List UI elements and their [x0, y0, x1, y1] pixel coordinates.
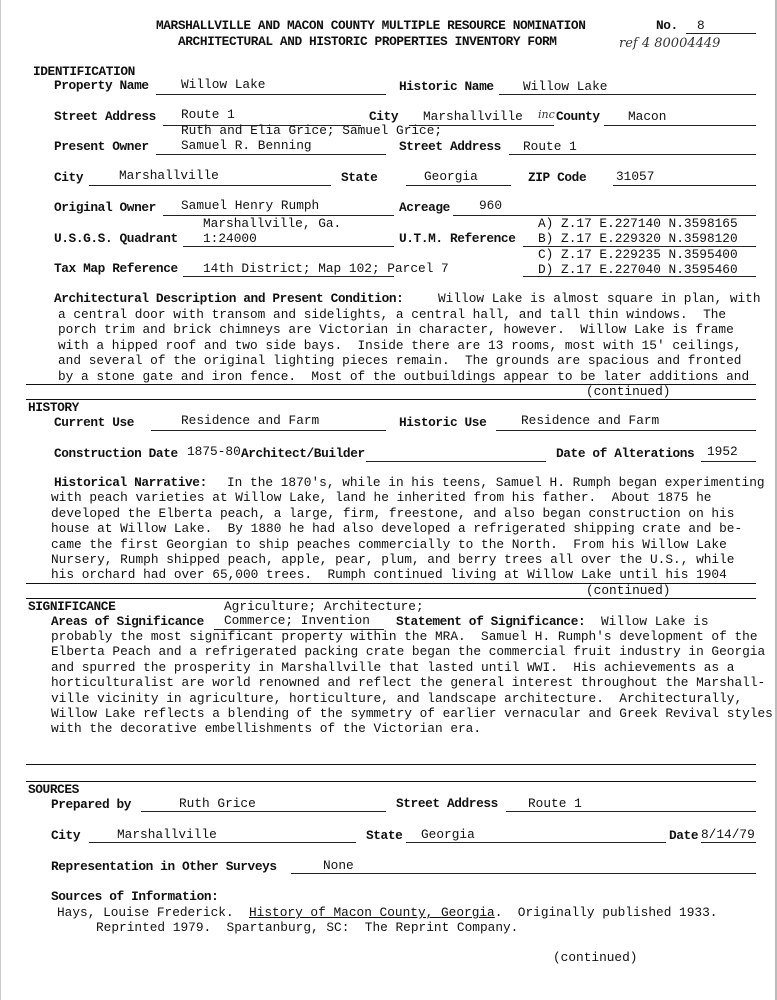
statement-line: and spurred the prosperity in Marshallville that lasted until WWI. His achievements as a [51, 660, 735, 675]
owner-city-value: Marshallville [119, 168, 219, 183]
underline [496, 430, 756, 431]
usgs-value-line2: 1:24000 [203, 231, 257, 246]
zip-value: 31057 [616, 169, 655, 184]
statement-of-significance-label: Statement of Significance: [396, 614, 586, 629]
form-number-value: 8 [697, 18, 705, 33]
divider [26, 399, 756, 400]
owner-street-label: Street Address [399, 139, 501, 154]
county-label: County [556, 109, 600, 124]
original-owner-value: Samuel Henry Rumph [181, 198, 320, 213]
underline [291, 873, 756, 874]
historic-use-value: Residence and Farm [521, 413, 660, 428]
underline [523, 276, 756, 277]
usgs-value-line1: Marshallville, Ga. [203, 216, 342, 231]
architectural-description-line: and several of the original lighting pieces remain. The grounds are spacious and fronted [58, 353, 742, 368]
architectural-description-line: a central door with transom and sidelights, a central hall, and tall thin windows. The [58, 307, 727, 322]
present-owner-value-line2: Samuel R. Benning [181, 138, 312, 153]
sources-of-information-label: Sources of Information: [51, 889, 219, 904]
underline [506, 811, 756, 812]
underline [366, 461, 546, 462]
zip-label: ZIP Code [528, 170, 587, 185]
construction-date-label: Construction Date [54, 446, 178, 461]
property-name-value: Willow Lake [181, 77, 266, 92]
prepared-by-value: Ruth Grice [179, 796, 256, 811]
citation-author: Hays, Louise Frederick. [57, 905, 249, 920]
narrative-line: developed the Elberta peach, a large, firm, freestone, and also began construction on his [51, 506, 735, 521]
narrative-line: his orchard had over 65,000 trees. Rumph continued living at Willow Lake until his 1904 [51, 567, 727, 582]
underline [89, 185, 331, 186]
underline [701, 842, 756, 843]
utm-label: U.T.M. Reference [399, 231, 516, 246]
underline [156, 154, 386, 155]
areas-of-significance-line2: Commerce; Invention [224, 613, 370, 628]
statement-line: horticulturalist are world renowned and reflect the general interest throughout the Marshall- [51, 675, 766, 690]
citation-title: History of Macon County, Georgia [249, 905, 495, 920]
sources-city-label: City [51, 828, 81, 843]
continued-note: (continued) [553, 950, 638, 965]
underline [604, 125, 756, 126]
street-address-label: Street Address [54, 109, 156, 124]
statement-line: Willow Lake is [601, 614, 709, 629]
form-number-label: No. [656, 18, 678, 33]
county-value: Macon [628, 109, 667, 124]
acreage-label: Acreage [399, 200, 450, 215]
historic-use-label: Historic Use [399, 415, 487, 430]
source-citation-line1 [57, 906, 717, 920]
architectural-description-line: with a hipped roof and two side bays. Inside there are 13 rooms, most with 15' ceilings, [58, 338, 742, 353]
utm-reference-b: B) Z.17 E.229320 N.3598120 [538, 231, 738, 246]
present-owner-value-line1: Ruth and Elia Grice; Samuel Grice; [181, 123, 443, 138]
historical-narrative-label: Historical Narrative: [54, 475, 207, 490]
sources-street-value: Route 1 [528, 796, 582, 811]
prepared-by-label: Prepared by [51, 797, 132, 812]
construction-date-value: 1875-80 [187, 444, 241, 459]
areas-of-significance-label: Areas of Significance [51, 614, 204, 629]
representation-label: Representation in Other Surveys [51, 859, 277, 874]
underline [183, 276, 394, 277]
areas-of-significance-line1: Agriculture; Architecture; [224, 599, 424, 614]
underline [183, 246, 394, 247]
divider [26, 781, 756, 782]
tax-map-label: Tax Map Reference [54, 261, 178, 276]
sources-street-label: Street Address [396, 796, 498, 811]
narrative-line: house at Willow Lake. By 1880 he had also developed a refrigerated shipping crate and be- [51, 521, 743, 536]
narrative-line: with peach varieties at Willow Lake, land he inherited from his father. About 1875 he [51, 490, 712, 505]
architectural-description-line: Willow Lake is almost square in plan, with [438, 291, 761, 306]
owner-street-value: Route 1 [523, 139, 577, 154]
continued-note: (continued) [586, 583, 671, 598]
date-value: 8/14/79 [701, 827, 755, 842]
form-number-underline [686, 33, 756, 34]
state-label: State [341, 170, 378, 185]
tax-map-value: 14th District; Map 102; Parcel 7 [203, 261, 449, 276]
narrative-line: Nursery, Rumph shipped peach, apple, pear, plum, and berry trees all over the U.S., while [51, 552, 735, 567]
state-value: Georgia [424, 169, 478, 184]
underline [151, 430, 386, 431]
usgs-label: U.S.G.S. Quadrant [54, 231, 178, 246]
underline [701, 461, 756, 462]
city-label: City [369, 109, 399, 124]
street-address-value: Route 1 [181, 107, 235, 122]
underline [406, 185, 511, 186]
significance-heading: SIGNIFICANCE [28, 599, 116, 614]
representation-value: None [323, 858, 354, 873]
architectural-description-label: Architectural Description and Present Condition: [54, 291, 404, 306]
utm-reference-c: C) Z.17 E.229235 N.3595400 [538, 247, 738, 262]
underline [89, 842, 356, 843]
alterations-label: Date of Alterations [556, 446, 695, 461]
sources-city-value: Marshallville [117, 827, 217, 842]
date-label: Date [669, 828, 699, 843]
underline [406, 842, 666, 843]
alterations-value: 1952 [707, 444, 738, 459]
sources-state-label: State [366, 828, 403, 843]
statement-line: Willow Lake reflects a blending of the symmetry of earlier vernacular and Greek Revival styles [51, 706, 773, 721]
statement-line: Elberta Peach and a refrigerated packing crate began the commercial fruit industry in Georgia [51, 644, 766, 659]
handwritten-city-annotation: inc [538, 108, 555, 121]
handwritten-reference: ref 4 80004449 [619, 36, 721, 51]
underline [613, 185, 756, 186]
statement-line: probably the most significant property within the MRA. Samuel H. Rumph's development of the [51, 629, 758, 644]
owner-city-label: City [54, 170, 84, 185]
sources-state-value: Georgia [421, 827, 475, 842]
statement-line: with the decorative embellishments of the Victorian era. [51, 721, 482, 736]
property-name-label: Property Name [54, 78, 149, 93]
underline [499, 94, 756, 95]
present-owner-label: Present Owner [54, 139, 149, 154]
divider [26, 764, 756, 765]
utm-reference-a: A) Z.17 E.227140 N.3598165 [538, 216, 738, 231]
statement-line: ville vicinity in agriculture, horticulture, and landscape architecture. Architecturally, [51, 691, 743, 706]
narrative-line: In the 1870's, while in his teens, Samuel H. Rumph began experimenting [227, 475, 765, 490]
narrative-line: came the first Georgian to ship peaches commercially to the North. From his Willow Lake [51, 537, 727, 552]
historic-name-label: Historic Name [399, 79, 494, 94]
form-title-line1: MARSHALLVILLE AND MACON COUNTY MULTIPLE RESOURCE NOMINATION [156, 18, 586, 33]
architectural-description-line: porch trim and brick chimneys are Victorian in character, however. Willow Lake is frame [58, 322, 734, 337]
history-heading: HISTORY [28, 400, 79, 415]
original-owner-label: Original Owner [54, 200, 156, 215]
underline [509, 154, 756, 155]
underline [156, 94, 386, 95]
identification-heading: IDENTIFICATION [33, 64, 135, 79]
architectural-description-line: by a stone gate and iron fence. Most of the outbuildings appear to be later additions and [58, 369, 750, 384]
current-use-label: Current Use [54, 415, 135, 430]
citation-publication: . Originally published 1933. [494, 905, 718, 920]
utm-reference-d: D) Z.17 E.227040 N.3595460 [538, 262, 738, 277]
source-citation-line2: Reprinted 1979. Spartanburg, SC: The Reprint Company. [96, 920, 519, 935]
historic-name-value: Willow Lake [523, 79, 608, 94]
acreage-value: 960 [479, 198, 503, 213]
architect-label: Architect/Builder [241, 446, 365, 461]
city-value: Marshallville [423, 109, 523, 124]
underline [141, 811, 386, 812]
continued-note: (continued) [586, 384, 671, 399]
form-title-line2: ARCHITECTURAL AND HISTORIC PROPERTIES INVENTORY FORM [178, 34, 557, 49]
sources-heading: SOURCES [28, 782, 79, 797]
current-use-value: Residence and Farm [181, 413, 320, 428]
